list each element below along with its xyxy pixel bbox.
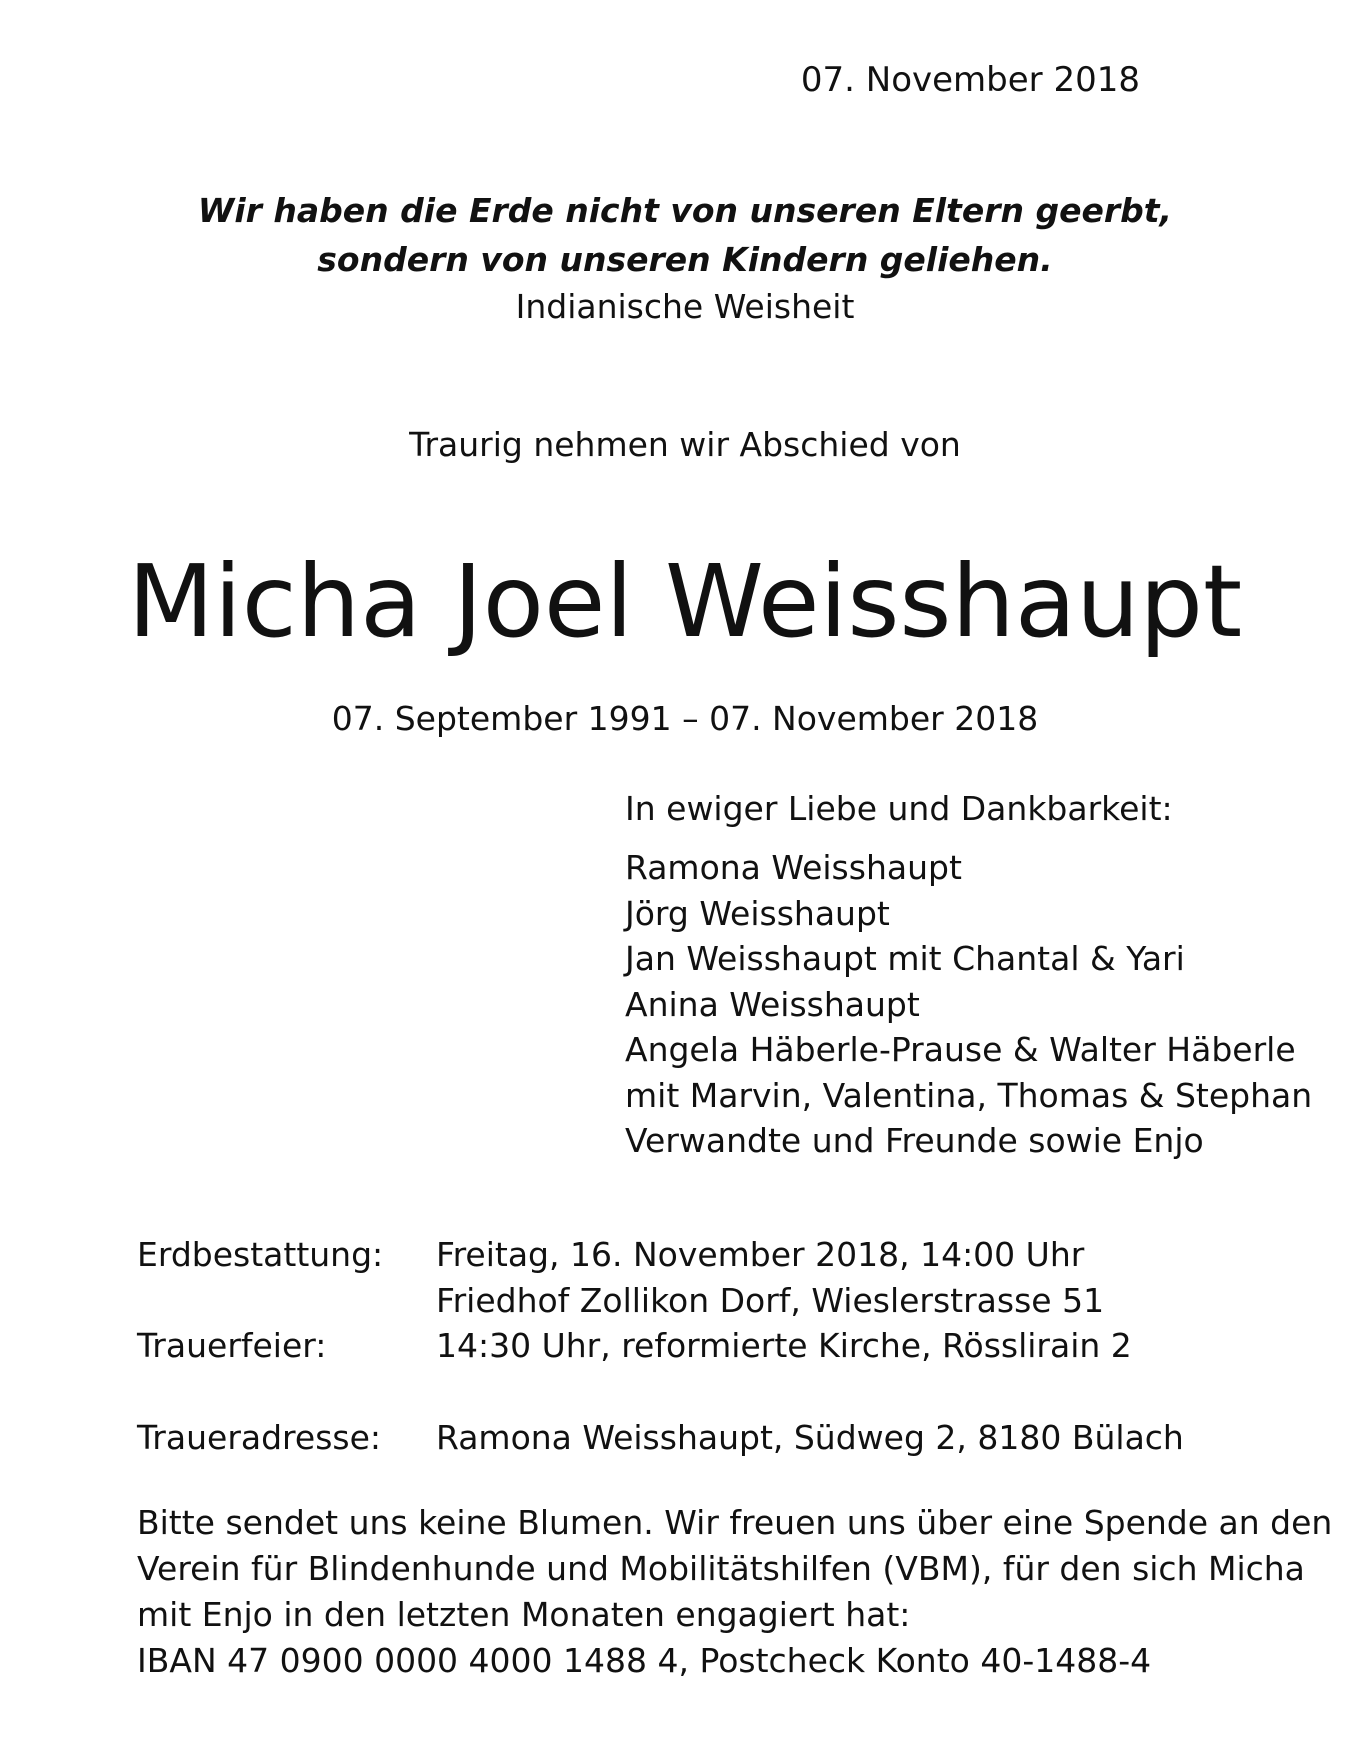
burial-label: Erdbestattung: [137, 1235, 384, 1274]
mourner-name: Angela Häberle-Prause & Walter Häberle [625, 1030, 1296, 1069]
mourners-list [625, 845, 1312, 1164]
service-details: 14:30 Uhr, reformierte Kirche, Rösslirain 2 [436, 1326, 1132, 1365]
life-dates: 07. September 1991 – 07. November 2018 [331, 699, 1039, 738]
deceased-name: Micha Joel Weisshaupt [127, 543, 1243, 660]
bank-details: IBAN 47 0900 0000 4000 1488 4, Postcheck Konto 40-1488-4 [137, 1641, 1152, 1680]
dedication-line: In ewiger Liebe und Dankbarkeit: [625, 789, 1173, 828]
mourner-name: Jörg Weisshaupt [625, 893, 890, 933]
mourner-name: Verwandte und Freunde sowie Enjo [625, 1121, 1204, 1160]
mourner-name: Jan Weisshaupt mit Chantal & Yari [625, 939, 1185, 978]
farewell-intro: Traurig nehmen wir Abschied von [409, 425, 961, 464]
donation-line: Verein für Blindenhunde und Mobilitätshilfen (VBM), für den sich Micha [137, 1549, 1305, 1588]
service-label: Trauerfeier: [137, 1326, 327, 1365]
mourning-address: Ramona Weisshaupt, Südweg 2, 8180 Bülach [436, 1418, 1184, 1457]
donation-line: mit Enjo in den letzten Monaten engagiert hat: [137, 1595, 911, 1634]
donation-note [137, 1500, 1332, 1684]
mourner-name: Ramona Weisshaupt [625, 848, 962, 887]
mourner-name: mit Marvin, Valentina, Thomas & Stephan [625, 1075, 1313, 1115]
quote [0, 186, 1370, 284]
burial-time: Freitag, 16. November 2018, 14:00 Uhr [436, 1235, 1085, 1274]
quote-source: Indianische Weisheit [515, 287, 855, 326]
burial-location: Friedhof Zollikon Dorf, Wieslerstrasse 51 [436, 1281, 1105, 1320]
donation-line: Bitte sendet uns keine Blumen. Wir freuen uns über eine Spende an den [137, 1503, 1333, 1542]
address-label: Traueradresse: [137, 1418, 382, 1457]
quote-line: sondern von unseren Kindern geliehen. [317, 240, 1053, 279]
quote-line: Wir haben die Erde nicht von unseren Eltern geerbt, [197, 191, 1173, 230]
publication-date: 07. November 2018 [800, 60, 1140, 100]
mourner-name: Anina Weisshaupt [625, 984, 920, 1024]
